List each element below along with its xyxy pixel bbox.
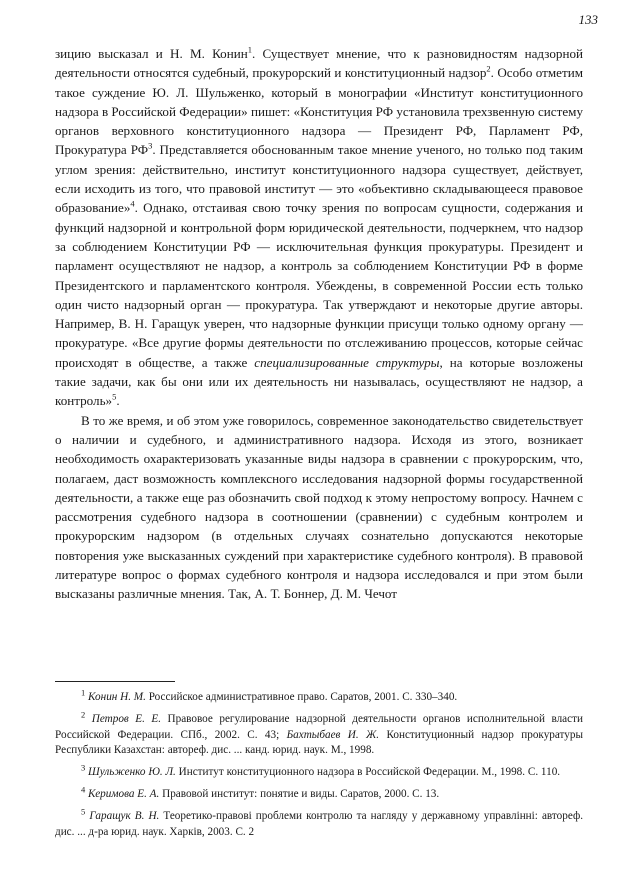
footnote [55, 784, 583, 803]
footnote-ref: 3 [148, 141, 153, 152]
text-run: . Особо отметим такое суждение Ю. Л. Шульженко, который в монографии «Институт конституционного надзора в Российской Федерации» пишет: «Конституция РФ установила трехзвенную систему органов верховного конституционного надзора — Президент РФ, Парламент РФ, Прокуратура РФ [55, 65, 583, 158]
italic-text: Петров Е. Е. [91, 712, 162, 725]
text-run: . [116, 393, 120, 409]
footnote-separator [55, 681, 175, 682]
footnote-number: 3 [81, 762, 86, 773]
footnote [55, 709, 584, 759]
footnote [55, 687, 583, 706]
footnote-ref: 2 [486, 63, 491, 74]
paragraph [55, 411, 583, 604]
text-run: . Однако, отстаивая свою точку зрения по вопросам сущности, содержания и функций надзорной и контрольной форм юридической деятельности, подчеркнем, что надзор за соблюдением Конституции РФ — исключительная функция прокуратуры. Президент и парламент осуществляют не надзор, а контроль за соблюдением Конституции РФ в форме Президентского и парламентского контроля. Убеждены, в современной России есть только один чисто надзорный орган — прокуратура. Так утверждают и некоторые другие авторы. Например, В. Н. Гаращук уверен, что надзорные функции присущи только одному органу — прокуратуре. «Все другие формы деятельности по отслеживанию процессов, которые сейчас происходят в обществе, а также [55, 200, 583, 370]
italic-text: Бахтыбаев И. Ж. [286, 728, 380, 741]
text-run: . Представляется обоснованным такое мнение ученого, но только под таким углом зрения: действительно, институт конституционного надзора существует, действует, если исходить из того, что правовой институт — это «объективно складывающееся правовое образование» [55, 142, 583, 216]
text-run: зицию высказал и Н. М. Конин [55, 46, 248, 61]
text-run: Институт конституционного надзора в Российской Федерации. М., 1998. С. 110. [175, 766, 561, 779]
footnote [55, 762, 583, 781]
text-run: В то же время, и об этом уже говорилось, современное законодательство свидетельствует о наличии и судебного, и административного надзора. Исходя из этого, возникает необходимость охарактеризовать указанные виды надзора в сравнении с прокурорским, что, полагаем, даст возможность комплексного исследования надзорной формы государственной деятельности, а также еще раз обозначить свой подход к этому непростому вопросу. Начнем с рассмотрения судебного надзора в соотношении (сравнении) с судебным контролем и прокурорским надзором (в отдельных случаях сознательно допускаются некоторые повторения уже высказанных суждений при характеристике судебного контроля). В правовой литературе вопрос о формах судебного контроля и надзора исследовался и при этом были высказаны различные мнения. Так, А. Т. Боннер, Д. М. Чечот [55, 412, 583, 602]
paragraph [55, 44, 583, 411]
italic-text: Конин Н. М. [88, 691, 146, 703]
text-run: Российское административное право. Саратов, 2001. С. 330–340. [145, 691, 458, 703]
italic-text: специализированные структуры [254, 354, 440, 370]
footnote-number: 1 [81, 687, 86, 698]
footnote-number: 5 [81, 806, 86, 817]
footnote [55, 806, 584, 841]
text-run: Правовой институт: понятие и виды. Саратов, 2000. С. 13. [159, 787, 440, 800]
italic-text: Гаращук В. Н. [89, 809, 160, 822]
footnotes [55, 687, 584, 846]
text-run: . Существует мнение, что к разновидностям надзорной деятельности относятся судебный, прокурорский и конституционный надзор [55, 46, 583, 81]
text-run: Теоретико-правові проблеми контролю та нагляду у державному управлінні: автореф. дис. ... д-ра юрид. наук. Харків, 2003. С. 2 [55, 809, 584, 838]
italic-text: Шульженко Ю. Л. [88, 766, 176, 779]
italic-text: Керимова Е. А. [88, 787, 160, 800]
text-run: Конституционный надзор прокуратуры Республики Казахстан: автореф. дис. ... канд. юрид. наук. М., 1998. [55, 728, 584, 757]
page-number: 133 [578, 12, 598, 27]
footnote-ref: 1 [247, 44, 252, 55]
text-run: Правовое регулирование надзорной деятельности органов исполнительной власти Российской Федерации. СПб., 2002. С. 43; [55, 712, 583, 741]
footnote-ref: 4 [130, 199, 135, 210]
footnote-number: 4 [81, 784, 86, 795]
footnote-number: 2 [81, 709, 86, 720]
footnote-ref: 5 [112, 391, 117, 402]
text-run: , на которые возложены такие задачи, как бы они или их деятельность ни называлась, осуществляют не надзор, а контроль» [55, 354, 583, 409]
main-text [55, 44, 583, 604]
